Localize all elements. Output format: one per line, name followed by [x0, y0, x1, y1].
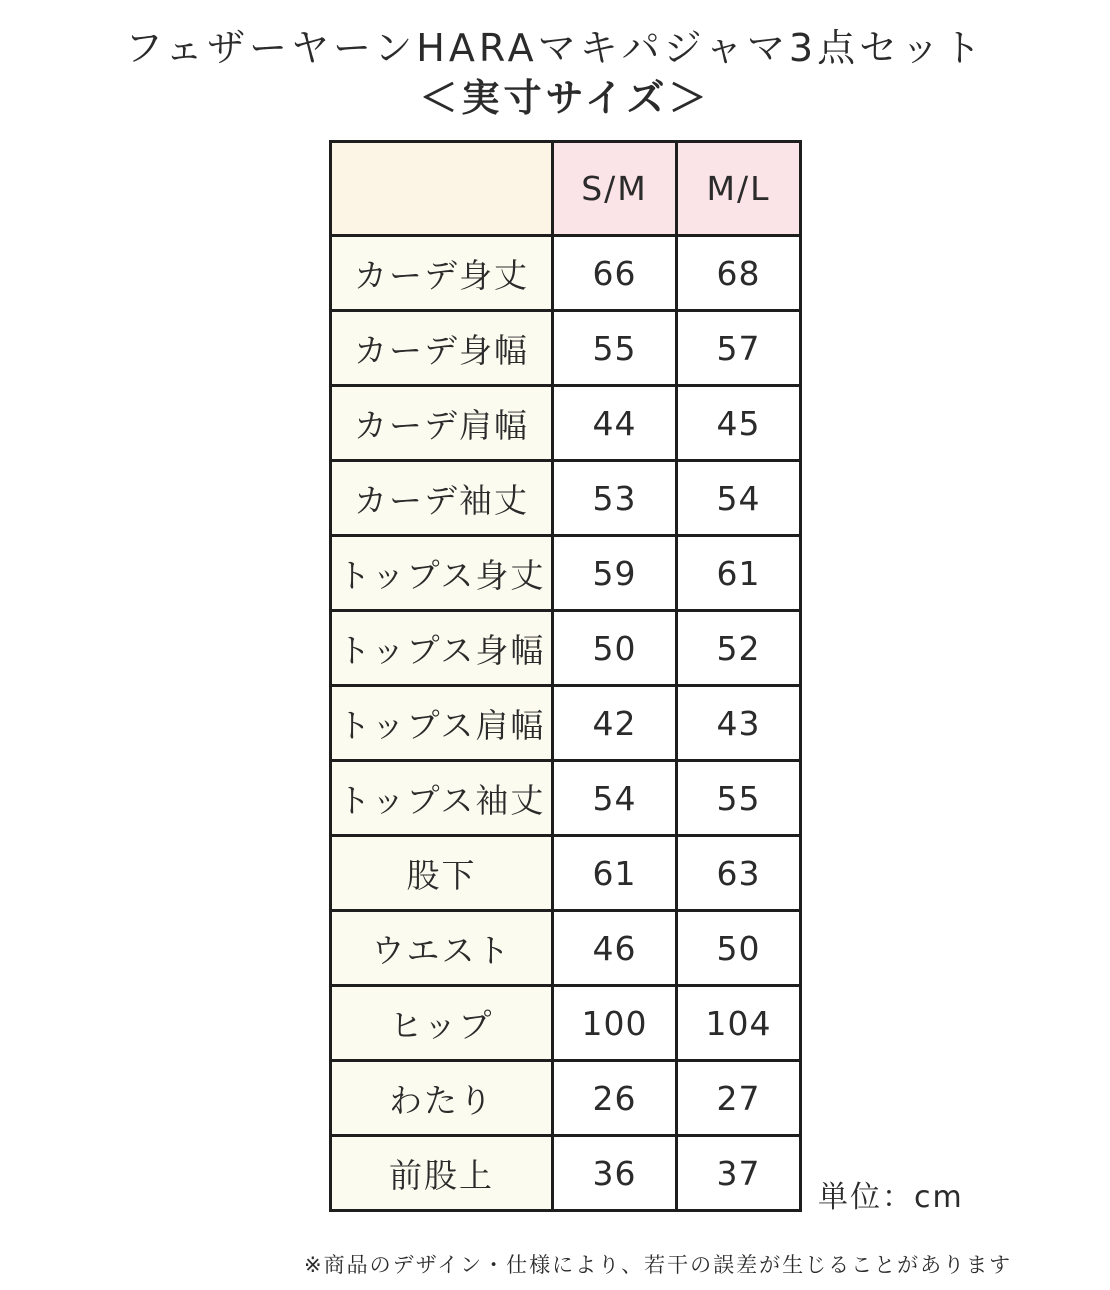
row-label: カーデ身丈 [331, 236, 553, 311]
row-label: トップス身丈 [331, 536, 553, 611]
value-sm: 53 [553, 461, 677, 536]
size-table [329, 140, 802, 1212]
value-ml: 45 [677, 386, 801, 461]
row-label: わたり [331, 1061, 553, 1136]
value-ml: 57 [677, 311, 801, 386]
table-row [331, 686, 801, 761]
table-corner-cell [331, 142, 553, 236]
unit-label: 単位：cm [818, 1180, 964, 1215]
value-ml: 37 [677, 1136, 801, 1211]
row-label: カーデ肩幅 [331, 386, 553, 461]
row-label: ヒップ [331, 986, 553, 1061]
value-sm: 44 [553, 386, 677, 461]
value-sm: 36 [553, 1136, 677, 1211]
table-row [331, 761, 801, 836]
value-ml: 27 [677, 1061, 801, 1136]
row-label: 股下 [331, 836, 553, 911]
value-ml: 68 [677, 236, 801, 311]
table-row [331, 986, 801, 1061]
table-row [331, 611, 801, 686]
row-label: トップス袖丈 [331, 761, 553, 836]
table-row [331, 461, 801, 536]
row-label: 前股上 [331, 1136, 553, 1211]
row-label: カーデ袖丈 [331, 461, 553, 536]
size-header-sm: S/M [553, 142, 677, 236]
value-ml: 55 [677, 761, 801, 836]
row-label: トップス肩幅 [331, 686, 553, 761]
value-sm: 61 [553, 836, 677, 911]
table-row [331, 1061, 801, 1136]
value-sm: 66 [553, 236, 677, 311]
value-sm: 100 [553, 986, 677, 1061]
value-sm: 46 [553, 911, 677, 986]
row-label: ウエスト [331, 911, 553, 986]
table-row [331, 1136, 801, 1211]
value-sm: 26 [553, 1061, 677, 1136]
value-ml: 50 [677, 911, 801, 986]
value-ml: 52 [677, 611, 801, 686]
value-sm: 50 [553, 611, 677, 686]
value-sm: 42 [553, 686, 677, 761]
row-label: トップス身幅 [331, 611, 553, 686]
table-row [331, 536, 801, 611]
table-row [331, 311, 801, 386]
page-title: フェザーヤーンHARAマキパジャマ3点セット [124, 26, 986, 70]
value-ml: 61 [677, 536, 801, 611]
table-row [331, 911, 801, 986]
table-row [331, 236, 801, 311]
page-subtitle: ＜実寸サイズ＞ [419, 76, 711, 120]
value-ml: 104 [677, 986, 801, 1061]
value-sm: 54 [553, 761, 677, 836]
value-ml: 54 [677, 461, 801, 536]
value-sm: 59 [553, 536, 677, 611]
table-row [331, 386, 801, 461]
value-sm: 55 [553, 311, 677, 386]
row-label: カーデ身幅 [331, 311, 553, 386]
value-ml: 63 [677, 836, 801, 911]
value-ml: 43 [677, 686, 801, 761]
size-header-ml: M/L [677, 142, 801, 236]
table-row [331, 836, 801, 911]
table-header-row [331, 142, 801, 236]
disclaimer-note: ※商品のデザイン・仕様により、若干の誤差が生じることがあります [304, 1253, 1013, 1277]
